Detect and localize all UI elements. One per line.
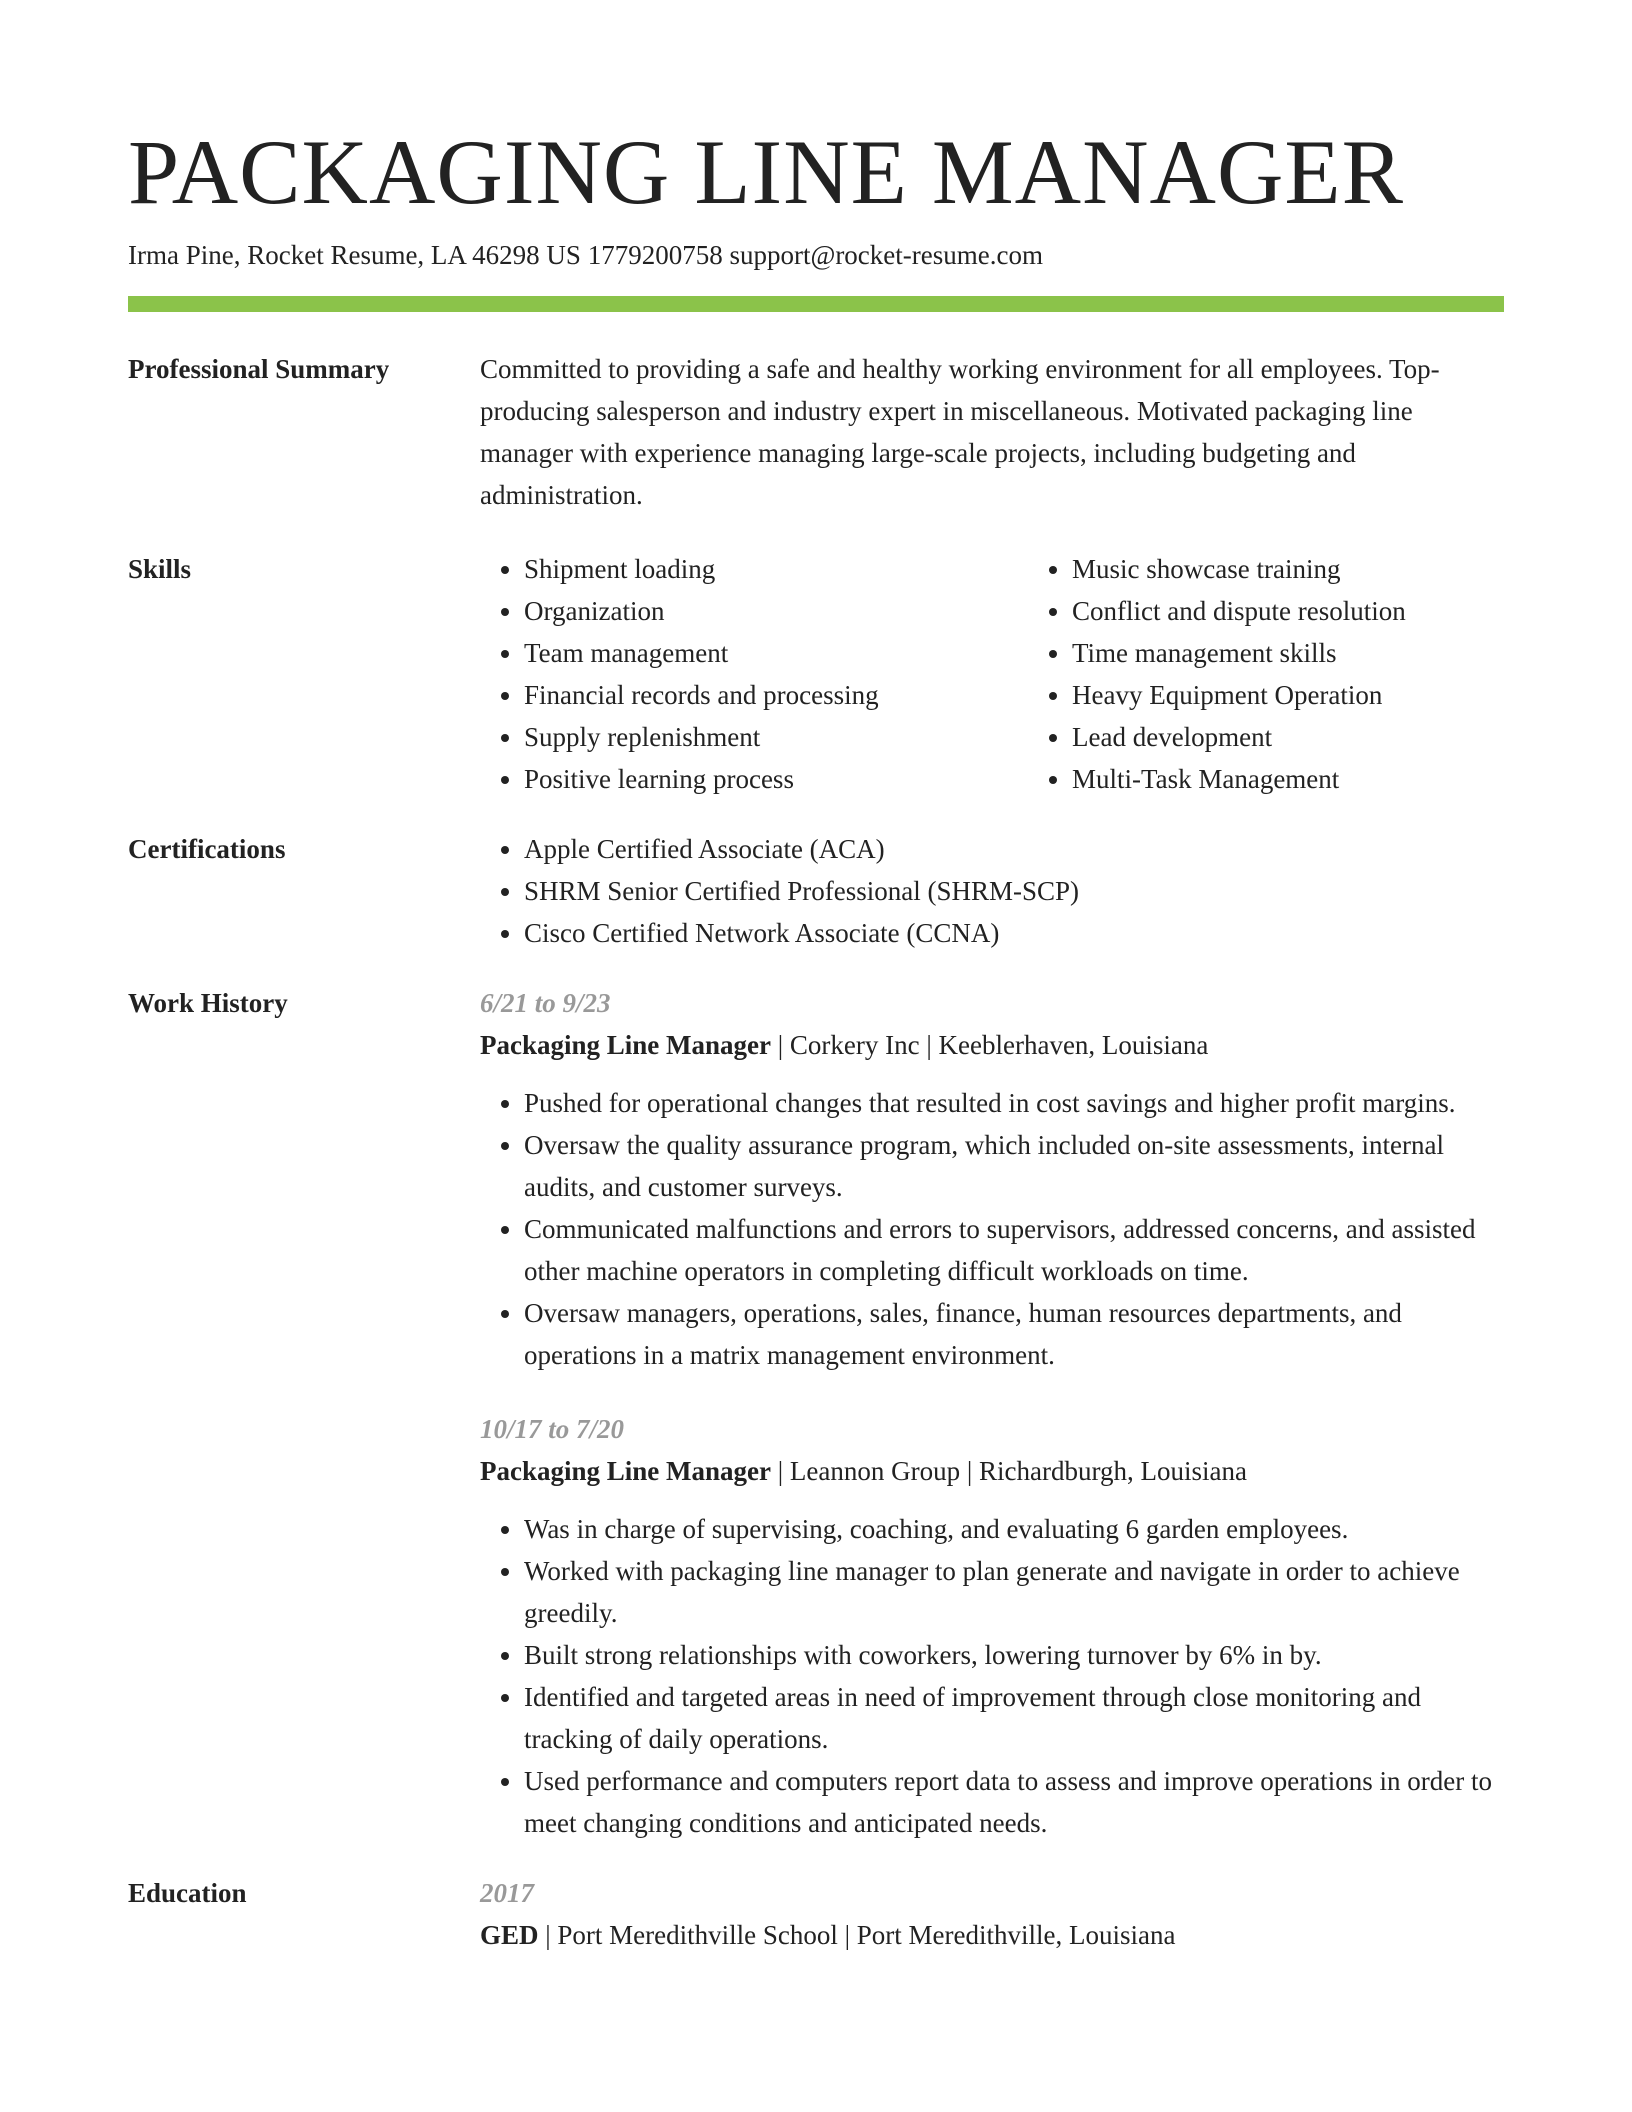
skill-item: • Positive learning process	[524, 758, 1028, 800]
skills-content	[480, 548, 1504, 800]
skill-item: • Time management skills	[1072, 632, 1576, 674]
education-year: 2017	[480, 1878, 534, 1908]
certifications-content	[480, 828, 1504, 954]
skills-column-right	[1028, 548, 1576, 800]
skill-item: • Financial records and processing	[524, 674, 1028, 716]
summary-content	[480, 348, 1504, 516]
job-entry	[480, 982, 1504, 1376]
job-title: Packaging Line Manager	[480, 1456, 771, 1486]
education-details: | Port Meredithville School | Port Meredithville, Louisiana	[538, 1920, 1176, 1950]
certification-item: • SHRM Senior Certified Professional (SHRM-SCP)	[524, 870, 1504, 912]
skill-item: • Organization	[524, 590, 1028, 632]
section-label-summary: Professional Summary	[128, 354, 390, 384]
education-degree: GED	[480, 1920, 539, 1950]
section-label-skills: Skills	[128, 554, 192, 584]
job-bullet: • Pushed for operational changes that resulted in cost savings and higher profit margins.	[524, 1082, 1504, 1124]
summary-section	[128, 348, 1504, 516]
job-details: | Leannon Group | Richardburgh, Louisiana	[771, 1456, 1247, 1486]
skills-grid	[480, 548, 1504, 800]
education-heading	[480, 1914, 1504, 1956]
job-bullet: • Oversaw managers, operations, sales, finance, human resources departments, and operations in a matrix management environment.	[524, 1292, 1504, 1376]
job-heading	[480, 1450, 1504, 1492]
skill-item: • Music showcase training	[1072, 548, 1576, 590]
job-dates: 10/17 to 7/20	[480, 1414, 625, 1444]
skill-item: • Supply replenishment	[524, 716, 1028, 758]
skills-section	[128, 548, 1504, 800]
job-bullet: • Worked with packaging line manager to plan generate and navigate in order to achieve greedily.	[524, 1550, 1504, 1634]
work-history-section	[128, 982, 1504, 1844]
resume-header	[128, 120, 1504, 312]
job-bullets	[480, 1508, 1504, 1844]
job-dates: 6/21 to 9/23	[480, 988, 611, 1018]
skill-item: • Heavy Equipment Operation	[1072, 674, 1576, 716]
education-content	[480, 1872, 1504, 1972]
certifications-list	[480, 828, 1504, 954]
section-label-certifications: Certifications	[128, 834, 286, 864]
job-bullet: • Was in charge of supervising, coaching, and evaluating 6 garden employees.	[524, 1508, 1504, 1550]
resume-title: PACKAGING LINE MANAGER	[128, 121, 1404, 223]
section-label-work-history: Work History	[128, 988, 288, 1018]
certification-item: • Cisco Certified Network Associate (CCNA)	[524, 912, 1504, 954]
certifications-section	[128, 828, 1504, 954]
job-bullet: • Identified and targeted areas in need of improvement through close monitoring and tracking of daily operations.	[524, 1676, 1504, 1760]
job-bullet: • Communicated malfunctions and errors to supervisors, addressed concerns, and assisted other machine operators in completing difficult workloads on time.	[524, 1208, 1504, 1292]
section-label-education: Education	[128, 1878, 247, 1908]
skill-item: • Lead development	[1072, 716, 1576, 758]
accent-divider	[128, 296, 1504, 312]
resume-sections	[128, 348, 1504, 2004]
certification-item: • Apple Certified Associate (ACA)	[524, 828, 1504, 870]
skill-item: • Team management	[524, 632, 1028, 674]
job-bullets	[480, 1082, 1504, 1376]
work-history-content	[480, 982, 1504, 1844]
job-details: | Corkery Inc | Keeblerhaven, Louisiana	[771, 1030, 1209, 1060]
skill-item: • Shipment loading	[524, 548, 1028, 590]
skills-column-left	[480, 548, 1028, 800]
job-heading	[480, 1024, 1504, 1066]
contact-line: Irma Pine, Rocket Resume, LA 46298 US 1779200758 support@rocket-resume.com	[128, 240, 1043, 270]
skill-item: • Multi-Task Management	[1072, 758, 1576, 800]
education-section	[128, 1872, 1504, 1972]
job-entry	[480, 1408, 1504, 1844]
job-title: Packaging Line Manager	[480, 1030, 771, 1060]
job-bullet: • Oversaw the quality assurance program, which included on-site assessments, internal audits, and customer surveys.	[524, 1124, 1504, 1208]
skill-item: • Conflict and dispute resolution	[1072, 590, 1576, 632]
summary-text: Committed to providing a safe and healthy working environment for all employees. Top-producing salesperson and industry expert in miscellaneous. Motivated packaging line manager with experience managing large-scale projects, including budgeting and administration.	[480, 354, 1440, 510]
job-bullet: • Used performance and computers report data to assess and improve operations in order to meet changing conditions and anticipated needs.	[524, 1760, 1504, 1844]
job-bullet: • Built strong relationships with coworkers, lowering turnover by 6% in by.	[524, 1634, 1504, 1676]
